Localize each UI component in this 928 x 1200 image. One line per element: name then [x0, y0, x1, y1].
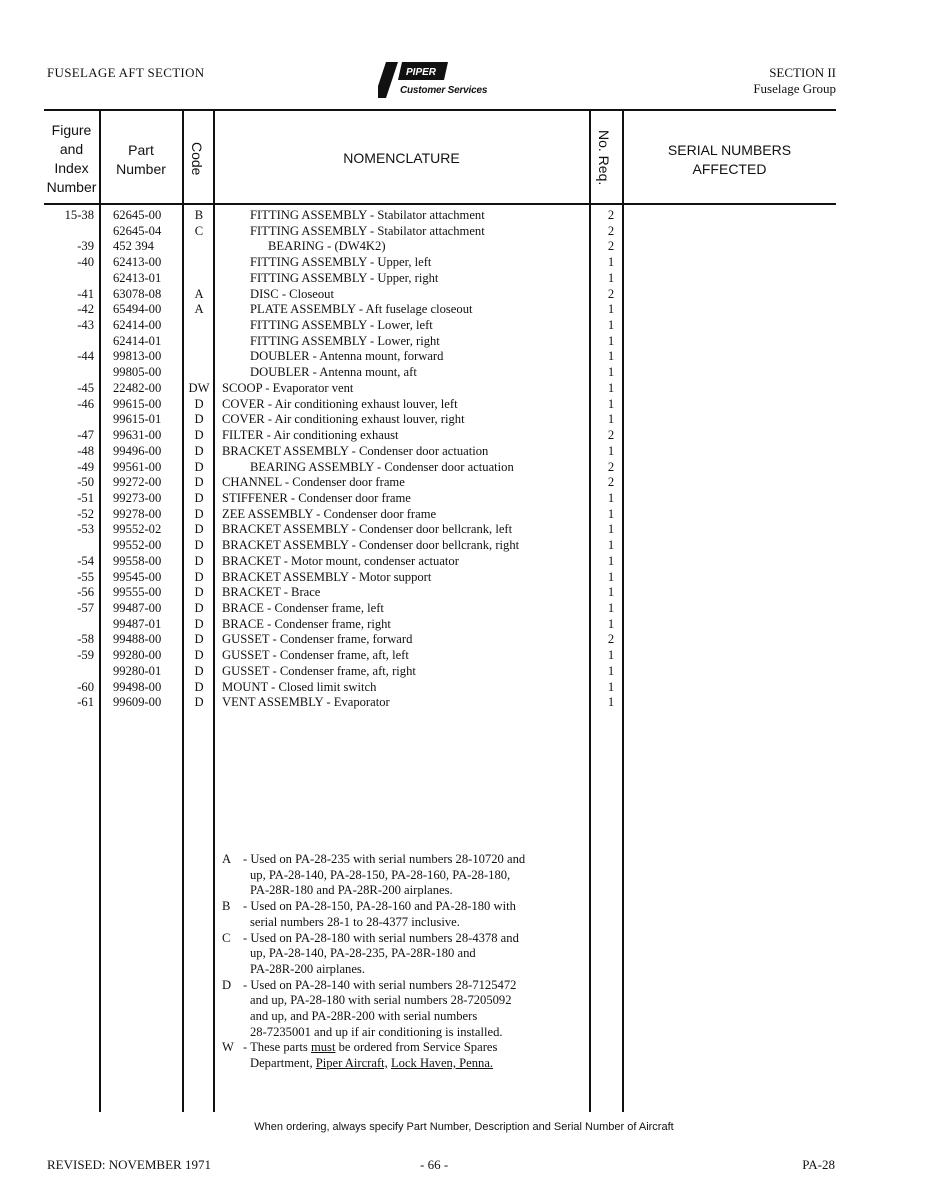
note-line	[243, 1040, 525, 1056]
logo-text: PIPER	[406, 67, 437, 78]
note-line: - Used on PA-28-235 with serial numbers 28-10720 and	[243, 852, 526, 866]
table-row	[0, 474, 928, 490]
code-cell: D	[194, 553, 204, 568]
figure-index-cell: -60	[77, 679, 94, 694]
part-number-cell: 99545-00	[113, 569, 162, 584]
table-row	[0, 490, 928, 506]
figure-index-cell: -39	[77, 239, 94, 254]
figure-index-cell: -49	[77, 459, 94, 474]
quantity-cell: 1	[607, 396, 615, 411]
nomenclature-cell: DOUBLER - Antenna mount, forward	[250, 349, 444, 364]
part-number-cell: 99487-00	[113, 601, 162, 615]
part-number-cell: 99278-00	[113, 506, 162, 521]
figure-index-cell: -53	[77, 522, 94, 537]
model-label: PA-28	[802, 1157, 835, 1172]
quantity-cell: 1	[607, 412, 615, 427]
code-cell: C	[194, 223, 204, 238]
nomenclature-cell: GUSSET - Condenser frame, aft, right	[222, 663, 416, 678]
code-note	[222, 852, 525, 899]
quantity-cell: 1	[607, 270, 615, 285]
nomenclature-cell: FITTING ASSEMBLY - Lower, left	[250, 318, 433, 333]
nomenclature-cell: BRACKET ASSEMBLY - Condenser door bellcrank, right	[222, 538, 520, 553]
header-text: Number	[46, 179, 97, 195]
part-number-cell: 99487-01	[113, 616, 162, 631]
part-number-cell: 99631-00	[113, 428, 162, 443]
nomenclature-cell: COVER - Air conditioning exhaust louver, right	[222, 412, 465, 427]
table-row	[0, 411, 928, 427]
figure-index-cell: -46	[77, 396, 94, 411]
nomenclature-cell: BRACKET ASSEMBLY - Condenser door actuation	[222, 443, 489, 458]
quantity-cell: 1	[607, 601, 615, 615]
table-row	[0, 207, 928, 223]
header-serial-numbers	[623, 141, 836, 179]
header-text: Part	[128, 142, 154, 158]
quantity-cell: 2	[607, 632, 615, 647]
nomenclature-cell: BRACE - Condenser frame, left	[222, 601, 384, 615]
nomenclature-cell: BEARING ASSEMBLY - Condenser door actuation	[250, 459, 514, 474]
quantity-cell: 1	[607, 255, 615, 270]
part-number-cell: 99280-01	[113, 663, 162, 678]
table-row	[0, 569, 928, 585]
note-line: 28-7235001 and up if air conditioning is installed.	[250, 1024, 503, 1039]
nomenclature-cell: GUSSET - Condenser frame, forward	[222, 632, 413, 647]
nomenclature-cell: DISC - Closeout	[250, 286, 334, 301]
table-row	[0, 301, 928, 317]
part-number-cell: 62413-01	[113, 270, 162, 285]
quantity-cell: 1	[607, 538, 615, 553]
header-text: Index	[54, 160, 89, 176]
quantity-cell: 1	[607, 522, 615, 537]
quantity-cell: 1	[607, 302, 615, 317]
nomenclature-cell: ZEE ASSEMBLY - Condenser door frame	[222, 506, 437, 521]
nomenclature-cell: COVER - Air conditioning exhaust louver, left	[222, 396, 458, 411]
part-number-cell: 62414-00	[113, 318, 162, 333]
part-number-cell: 62413-00	[113, 255, 162, 270]
note-letter: D	[222, 977, 232, 992]
header-text: Figure	[51, 122, 92, 138]
quantity-cell: 1	[607, 569, 615, 584]
quantity-cell: 1	[607, 443, 615, 458]
header-nomenclature: NOMENCLATURE	[343, 150, 460, 166]
part-number-cell: 63078-08	[113, 286, 162, 301]
code-cell: D	[194, 648, 204, 663]
header-text: and	[59, 141, 84, 157]
code-cell: B	[194, 208, 204, 222]
code-cell: D	[194, 490, 204, 505]
nomenclature-cell: STIFFENER - Condenser door frame	[222, 490, 411, 505]
nomenclature-cell: FITTING ASSEMBLY - Stabilator attachment	[250, 208, 485, 222]
quantity-cell: 1	[607, 695, 615, 710]
part-number-cell: 99552-02	[113, 522, 162, 537]
quantity-cell: 1	[607, 380, 615, 395]
figure-index-cell: -59	[77, 648, 94, 663]
figure-index-cell: -41	[77, 286, 94, 301]
part-number-cell: 99280-00	[113, 648, 162, 663]
part-number-cell: 99561-00	[113, 459, 162, 474]
table-row	[0, 553, 928, 569]
code-cell: D	[194, 443, 204, 458]
nomenclature-cell: BEARING - (DW4K2)	[268, 239, 386, 254]
table-row	[0, 317, 928, 333]
quantity-cell: 1	[607, 349, 615, 364]
code-cell: D	[194, 695, 204, 710]
part-number-cell: 99558-00	[113, 553, 162, 568]
part-number-cell: 99273-00	[113, 490, 162, 505]
section-number: SECTION II	[769, 65, 836, 80]
quantity-cell: 1	[607, 663, 615, 678]
code-cell: D	[194, 569, 204, 584]
quantity-cell: 1	[607, 365, 615, 380]
table-row	[0, 270, 928, 286]
table-top-rule	[44, 109, 836, 111]
note-line	[250, 1056, 525, 1072]
nomenclature-cell: BRACKET - Motor mount, condenser actuator	[222, 553, 459, 568]
header-code: Code	[189, 142, 205, 176]
figure-index-cell: -55	[77, 569, 94, 584]
nomenclature-cell: BRACKET - Brace	[222, 585, 321, 600]
figure-index-cell: -52	[77, 506, 94, 521]
figure-index-cell: -56	[77, 585, 94, 600]
quantity-cell: 1	[607, 648, 615, 663]
note-line: PA-28R-200 airplanes.	[250, 961, 365, 976]
figure-index-cell: -43	[77, 318, 94, 333]
note-line: and up, and PA-28R-200 with serial numbers	[250, 1009, 478, 1024]
nomenclature-cell: FITTING ASSEMBLY - Upper, right	[250, 270, 439, 285]
quantity-cell: 2	[607, 239, 615, 254]
part-number-cell: 62414-01	[113, 333, 162, 348]
note-line: PA-28R-180 and PA-28R-200 airplanes.	[250, 883, 453, 898]
table-row	[0, 663, 928, 679]
table-row	[0, 631, 928, 647]
quantity-cell: 2	[607, 459, 615, 474]
code-cell: D	[194, 632, 204, 647]
table-row	[0, 286, 928, 302]
table-row	[0, 254, 928, 270]
code-note-w	[222, 1040, 525, 1071]
table-row	[0, 396, 928, 412]
table-row	[0, 364, 928, 380]
code-note	[222, 931, 525, 978]
quantity-cell: 1	[607, 490, 615, 505]
nomenclature-cell: BRACKET ASSEMBLY - Motor support	[222, 569, 432, 584]
code-cell: D	[194, 459, 204, 474]
code-cell: D	[194, 396, 204, 411]
nomenclature-cell: FITTING ASSEMBLY - Upper, left	[250, 255, 432, 270]
part-number-cell: 99609-00	[113, 695, 162, 710]
code-cell: D	[194, 506, 204, 521]
section-heading	[753, 65, 836, 97]
nomenclature-cell: DOUBLER - Antenna mount, aft	[250, 365, 417, 380]
code-cell: A	[194, 302, 204, 317]
quantity-cell: 2	[607, 428, 615, 443]
table-row	[0, 679, 928, 695]
nomenclature-cell: VENT ASSEMBLY - Evaporator	[222, 695, 390, 710]
nomenclature-cell: BRACE - Condenser frame, right	[222, 616, 391, 631]
note-line: up, PA-28-140, PA-28-150, PA-28-160, PA-28-180,	[250, 867, 511, 882]
code-cell: A	[194, 286, 204, 301]
part-number-cell: 99813-00	[113, 349, 162, 364]
note-line: and up, PA-28-180 with serial numbers 28-7205092	[250, 993, 512, 1008]
table-row	[0, 380, 928, 396]
table-header-rule	[44, 203, 836, 205]
part-number-cell: 62645-00	[113, 208, 162, 222]
table-row	[0, 238, 928, 254]
note-line: - Used on PA-28-180 with serial numbers 28-4378 and	[243, 930, 519, 945]
table-row	[0, 459, 928, 475]
table-row	[0, 223, 928, 239]
note-company: Piper Aircraft,	[315, 1056, 388, 1071]
table-row	[0, 333, 928, 349]
figure-index-cell: -61	[77, 695, 94, 710]
part-number-cell: 65494-00	[113, 302, 162, 317]
part-number-cell: 99615-00	[113, 396, 162, 411]
table-row	[0, 348, 928, 364]
nomenclature-cell: FILTER - Air conditioning exhaust	[222, 428, 399, 443]
note-emphasis: must	[310, 1040, 336, 1055]
note-letter: B	[222, 899, 231, 914]
nomenclature-cell: MOUNT - Closed limit switch	[222, 679, 377, 694]
note-text: Department,	[250, 1056, 316, 1071]
code-cell: D	[194, 538, 204, 553]
code-cell: D	[194, 428, 204, 443]
code-cell: D	[194, 412, 204, 427]
quantity-cell: 1	[607, 506, 615, 521]
note-location: Lock Haven, Penna.	[390, 1056, 494, 1071]
quantity-cell: 2	[607, 208, 615, 222]
part-number-cell: 99498-00	[113, 679, 162, 694]
quantity-cell: 2	[607, 223, 615, 238]
table-row	[0, 584, 928, 600]
note-letter: W	[222, 1040, 234, 1055]
quantity-cell: 1	[607, 333, 615, 348]
quantity-cell: 1	[607, 585, 615, 600]
section-group: Fuselage Group	[753, 81, 836, 96]
page-number: - 66 -	[420, 1157, 449, 1172]
quantity-cell: 1	[607, 679, 615, 694]
code-note	[222, 899, 525, 930]
part-number-cell: 99615-01	[113, 412, 162, 427]
code-cell: D	[194, 585, 204, 600]
code-cell: D	[194, 663, 204, 678]
table-row	[0, 647, 928, 663]
note-text: - These parts	[243, 1040, 311, 1055]
table-row	[0, 537, 928, 553]
part-number-cell: 99805-00	[113, 365, 162, 380]
code-notes	[222, 852, 525, 1072]
quantity-cell: 1	[607, 553, 615, 568]
code-cell: D	[194, 679, 204, 694]
part-number-cell: 99555-00	[113, 585, 162, 600]
figure-index-cell: -44	[77, 349, 94, 364]
header-no-req: No. Req.	[596, 130, 612, 186]
code-cell: DW	[188, 380, 210, 395]
note-line: - Used on PA-28-150, PA-28-160 and PA-28-180 with	[243, 899, 516, 914]
logo-tagline: Customer Services	[400, 85, 488, 96]
note-line: serial numbers 28-1 to 28-4377 inclusive.	[250, 914, 460, 929]
figure-index-cell: -47	[77, 428, 94, 443]
table-row	[0, 694, 928, 710]
code-cell: D	[194, 522, 204, 537]
figure-index-cell: -42	[77, 302, 94, 317]
part-number-cell: 99552-00	[113, 538, 162, 553]
nomenclature-cell: CHANNEL - Condenser door frame	[222, 475, 405, 490]
note-letter: A	[222, 852, 232, 866]
nomenclature-cell: PLATE ASSEMBLY - Aft fuselage closeout	[250, 302, 473, 317]
part-number-cell: 452 394	[113, 239, 154, 254]
part-number-cell: 99488-00	[113, 632, 162, 647]
table-row	[0, 427, 928, 443]
nomenclature-cell: FITTING ASSEMBLY - Lower, right	[250, 333, 440, 348]
figure-index-cell: -48	[77, 443, 94, 458]
table-row	[0, 443, 928, 459]
section-title: FUSELAGE AFT SECTION	[47, 65, 205, 80]
revision-date: REVISED: NOVEMBER 1971	[47, 1157, 211, 1172]
quantity-cell: 1	[607, 318, 615, 333]
figure-index-cell: -51	[77, 490, 94, 505]
part-number-cell: 99272-00	[113, 475, 162, 490]
note-line: up, PA-28-140, PA-28-235, PA-28R-180 and	[250, 946, 476, 961]
nomenclature-cell: FITTING ASSEMBLY - Stabilator attachment	[250, 223, 485, 238]
part-number-cell: 62645-04	[113, 223, 162, 238]
figure-index-cell: -40	[77, 255, 94, 270]
nomenclature-cell: SCOOP - Evaporator vent	[222, 380, 354, 395]
header-part-number	[100, 141, 182, 179]
table-row	[0, 616, 928, 632]
note-line: - Used on PA-28-140 with serial numbers 28-7125472	[243, 977, 517, 992]
quantity-cell: 2	[607, 286, 615, 301]
quantity-cell: 1	[607, 616, 615, 631]
figure-index-cell: -58	[77, 632, 94, 647]
table-row	[0, 521, 928, 537]
header-figure-index	[44, 121, 99, 197]
header-text: SERIAL NUMBERS	[667, 142, 792, 158]
nomenclature-cell: BRACKET ASSEMBLY - Condenser door bellcrank, left	[222, 522, 513, 537]
figure-index-cell: -57	[77, 601, 94, 615]
part-number-cell: 99496-00	[113, 443, 162, 458]
table-row	[0, 506, 928, 522]
code-note	[222, 978, 525, 1041]
logo-slash-shape	[378, 62, 398, 98]
header-text: AFFECTED	[692, 161, 767, 177]
ordering-note: When ordering, always specify Part Number, Description and Serial Number of Aircraft	[254, 1121, 674, 1133]
code-cell: D	[194, 616, 204, 631]
part-number-cell: 22482-00	[113, 380, 162, 395]
figure-index-cell: 15-38	[64, 208, 94, 222]
figure-index-cell: -45	[77, 380, 94, 395]
note-letter: C	[222, 930, 231, 945]
header-text: Number	[116, 161, 166, 177]
figure-index-cell: -54	[77, 553, 94, 568]
code-cell: D	[194, 601, 204, 615]
code-cell: D	[194, 475, 204, 490]
figure-index-cell: -50	[77, 475, 94, 490]
quantity-cell: 2	[607, 475, 615, 490]
nomenclature-cell: GUSSET - Condenser frame, aft, left	[222, 648, 409, 663]
note-text: be ordered from Service Spares	[335, 1040, 498, 1055]
table-row	[0, 600, 928, 616]
